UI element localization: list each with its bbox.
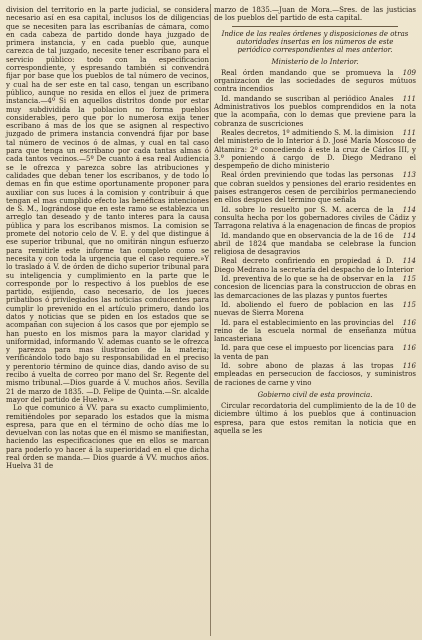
index-entry: [214, 69, 416, 94]
entry-text: Id. aboliendo el fuero de poblacion en las nuevas de Sierra Morena: [214, 300, 394, 318]
entry-page-number: 116: [402, 361, 416, 370]
index-entry: [214, 95, 416, 128]
section-title-interior: Ministerio de lo Interior.: [271, 57, 359, 66]
separator-rule: [232, 26, 398, 27]
entry-page-number: 116: [402, 344, 416, 353]
entry-page-number: 111: [402, 128, 416, 137]
index-entry: [214, 129, 416, 170]
index-title: Indice de las reales órdenes y disposiciones de otras autoridades insertas en los números de este periódico correspondientes al mes anterior.: [221, 29, 409, 54]
index-entry: [214, 171, 416, 204]
entry-text: Id. sobre lo resuelto por S. M. acerca de la consulta hecha por los gobernadores civiles de Cádiz y Tarragona relativa á la enagenacion de fincas de propios: [214, 205, 416, 231]
entry-page-number: 114: [402, 205, 416, 214]
entry-text: Reales decretos, 1º admitiendo S. M. la dimision del ministerio de lo Interior á D. José María Moscoso de Altamira: 2º concediendo á este la cruz de Cárlos III, y 3.º poniendo á cargo de D. Diego Medrano el despempeño de dicho ministerio: [214, 128, 416, 171]
entry-text: Id. para que cese el impuesto por licencias para la venta de pan: [214, 344, 394, 361]
index-entry: [214, 362, 416, 387]
index-entry: [214, 319, 416, 344]
column-divider: [210, 4, 211, 636]
entry-page-number: 115: [402, 300, 416, 309]
entry-text: Real órden previniendo que todas las personas que cobran sueldos y pensiones del erario residentes en paises estrangeros cesen de percibirlos permaneciendo en ellos despues del término que señala: [214, 171, 416, 205]
entry-text: Id. para el establecimiento en las provincias del reino de la escuela normal de enseñanza mútua lancasteriana: [214, 318, 416, 344]
index-entry: [214, 275, 416, 300]
left-paragraph-2: Lo que comunico á VV. para su exacto cumplimiento, remitiéndoles por separado los estados que la misma espresa, para que en el término de ocho días me lo devuelvan con las notas que en él mismo se manifiestan, haciendo las especificaciones que en ellos se marcan para poderlo yo hacer á la superioridad en el que dicha real órden se manda.— Dios guarde á VV. muchos años. Huelva 31 de: [6, 404, 209, 471]
index-entry: [214, 344, 416, 361]
entry-page-number: 114: [402, 231, 416, 240]
entry-text: Id. mandando que en observancia de la de 16 de abril de 1824 que mandaba se celebrase la funcion religiosa de desagravios: [214, 231, 416, 257]
entry-page-number: 116: [402, 318, 416, 327]
section-title-gobierno-civil: Gobierno civil de esta provincia.: [257, 390, 373, 399]
entry-page-number: 114: [402, 257, 416, 266]
entry-text: Real decreto confiriendo en propiedad á D. Diego Medrano la secretaría del despacho de lo Interior: [214, 257, 414, 274]
right-top-text: marzo de 1835.—Juan de Mora.—Sres. de las justicias de los pueblos del partido de esta capital.: [214, 6, 416, 23]
index-entry: [214, 232, 416, 257]
entry-text: Real órden mandando que se promueva la organizacion de las sociedades de seguros mútuos contra incendios: [214, 68, 416, 94]
index-entry: [214, 206, 416, 231]
entry-text: Id. sobre abono de plazas á las tropas empleadas en persecucion de facciosos, y suministros de raciones de carne y vino: [214, 361, 416, 387]
right-bottom-text: Circular recordatoria del cumplimiento de la de 10 de diciembre último á los pueblos que á continuacion espresa, para que estos remitan la noticia que en aquella se les: [214, 402, 416, 436]
entry-text: Id. preventiva de lo que se ha de observar en la concesion de licencias para la construccion de obras en las demarcaciones de las plazas y puntos fuertes: [214, 275, 416, 300]
index-entry: [214, 301, 416, 318]
entry-page-number: 115: [402, 275, 416, 284]
left-paragraph-1: division del territorio en la parte judicial, se considera necesario así en esa capital, inclusos los de diligencias que se necesiten para las escribanías de cámara, como en cada cabeza de partido donde haya juzgado de primera instancia, y en cada pueblo que, aunque carezca de tal juzgado, necesite tener escribano para el servicio público: todo con la especificacion correspondiente, y espresando también si convendrá fijar por base que los pueblos de tal número de vecinos, y cual ha de ser este en tal caso, tengan un escribano público, aunque no resida en ellos el juez de primera instancia.—4º Si en aquellos distritos donde por estar muy subdividida la poblacion no forma pueblos considerables, pero que por lo numerosa exija tener escribano á mas de los que se asignen al respectivo juzgado de primera instancia convendrá fijar por base tal número de vecinos ó de almas, y cual en tal caso para que tenga un escribano por cada tantas almas ó cada tantos vecinos.—5º De cuanto á esa real Audiencia se le ofrezca y parezca sobre las atribuciones y calidades que deban tener los escribanos, y de todo lo demas en fin que estime oportunamente proponer para auxiliar con sus luces á la comision y contribuir á que tengan el mas cumplido efecto las benéficas intenciones de S. M., lográndose que en este ramo se establezca un arreglo tan deseado y de tanto interes para la causa pública y para los escribanos mismos. La comision se promete del notorio celo de V. E. y del que distingue á ese superior tribunal, que no omitirán ningun esfuerzo para remitirle este informe tan completo como se necesita y con toda la urgencia que el caso requiere.»Y lo traslado á V. de órden de dicho superior tribunal para su inteligencia y cumplimiento en la parte que le corresponde por lo respectivo á los pueblos de ese partido, esijiendo, caso necesario, de los jueces pribatibos ó privilegiados las noticias conducentes para cumplir lo prevenido en el artículo primero, dando los datos y noticias que se piden en los estados que se acompañan con sujecion á los casos que por ejemplo se han puesto en los mismos para la mayor claridad y uniformidad, informando V. ademas cuanto se le ofrezca y parezca para mas ilustracion de la materia; verificándolo todo bajo su responsabilidad en el preciso y perentorio término de quince dias, dando aviso de su recibo á vuelta de correo por mano del Sr. Regente del mismo tribunal.—Dios guarde á V. muchos años. Sevilla 21 de marzo de 1835. —D. Felipe de Quinta.—Sr. alcalde mayor del partido de Huelva.»: [6, 6, 209, 404]
left-column: [6, 6, 209, 634]
entry-page-number: 111: [402, 94, 416, 103]
index-entry: [214, 257, 416, 274]
entry-text: Id. mandando se suscriban al periódico Anales Administrativos los pueblos comprendidos en la nota que la acompaña, con lo demas que previene para la cobranza de suscriciones: [214, 94, 416, 128]
entry-page-number: 113: [402, 171, 416, 180]
right-column: [214, 6, 416, 634]
entry-page-number: 109: [402, 68, 416, 77]
